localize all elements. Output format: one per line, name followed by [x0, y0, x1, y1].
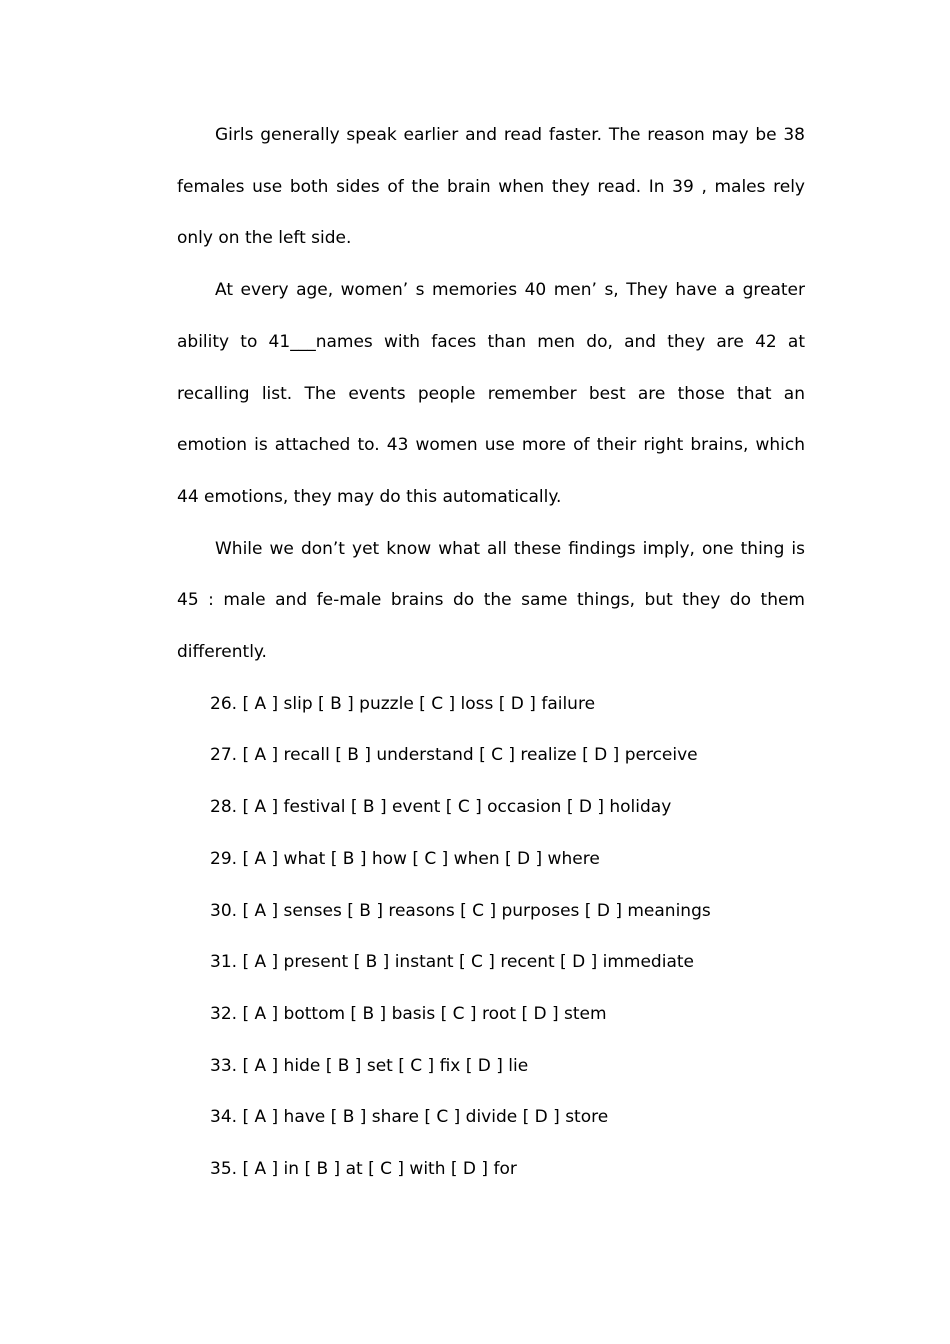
- passage-paragraph-1: Girls generally speak earlier and read faster. The reason may be 38 females use both sides of the brain when they read. In 39 , males rely only on the left side.: [177, 125, 805, 249]
- passage-paragraph-2: At every age, women’ s memories 40 men’ s, They have a greater ability to 41___names with faces than men do, and they are 42 at recalling list. The events people remember best are those that an emotion is attached to. 43 women use more of their right brains, which 44 emotions, they may do this automatically.: [177, 280, 805, 507]
- question-30: 30. [ A ] senses [ B ] reasons [ C ] purposes [ D ] meanings: [210, 900, 711, 921]
- question-31: 31. [ A ] present [ B ] instant [ C ] recent [ D ] immediate: [210, 952, 694, 973]
- question-27: 27. [ A ] recall [ B ] understand [ C ] realize [ D ] perceive: [210, 745, 698, 766]
- question-32: 32. [ A ] bottom [ B ] basis [ C ] root [ D ] stem: [210, 1003, 607, 1024]
- question-34: 34. [ A ] have [ B ] share [ C ] divide [ D ] store: [210, 1107, 609, 1128]
- document-page: [177, 110, 805, 1196]
- question-35: 35. [ A ] in [ B ] at [ C ] with [ D ] for: [210, 1159, 517, 1180]
- question-list: [177, 679, 805, 1196]
- question-28: 28. [ A ] festival [ B ] event [ C ] occasion [ D ] holiday: [210, 797, 672, 818]
- question-33: 33. [ A ] hide [ B ] set [ C ] fix [ D ] lie: [210, 1055, 529, 1076]
- passage-paragraph-3: While we don’t yet know what all these findings imply, one thing is 45 : male and fe-male brains do the same things, but they do them differently.: [177, 538, 805, 663]
- question-29: 29. [ A ] what [ B ] how [ C ] when [ D ] where: [210, 848, 600, 869]
- question-26: 26. [ A ] slip [ B ] puzzle [ C ] loss [ D ] failure: [210, 693, 596, 714]
